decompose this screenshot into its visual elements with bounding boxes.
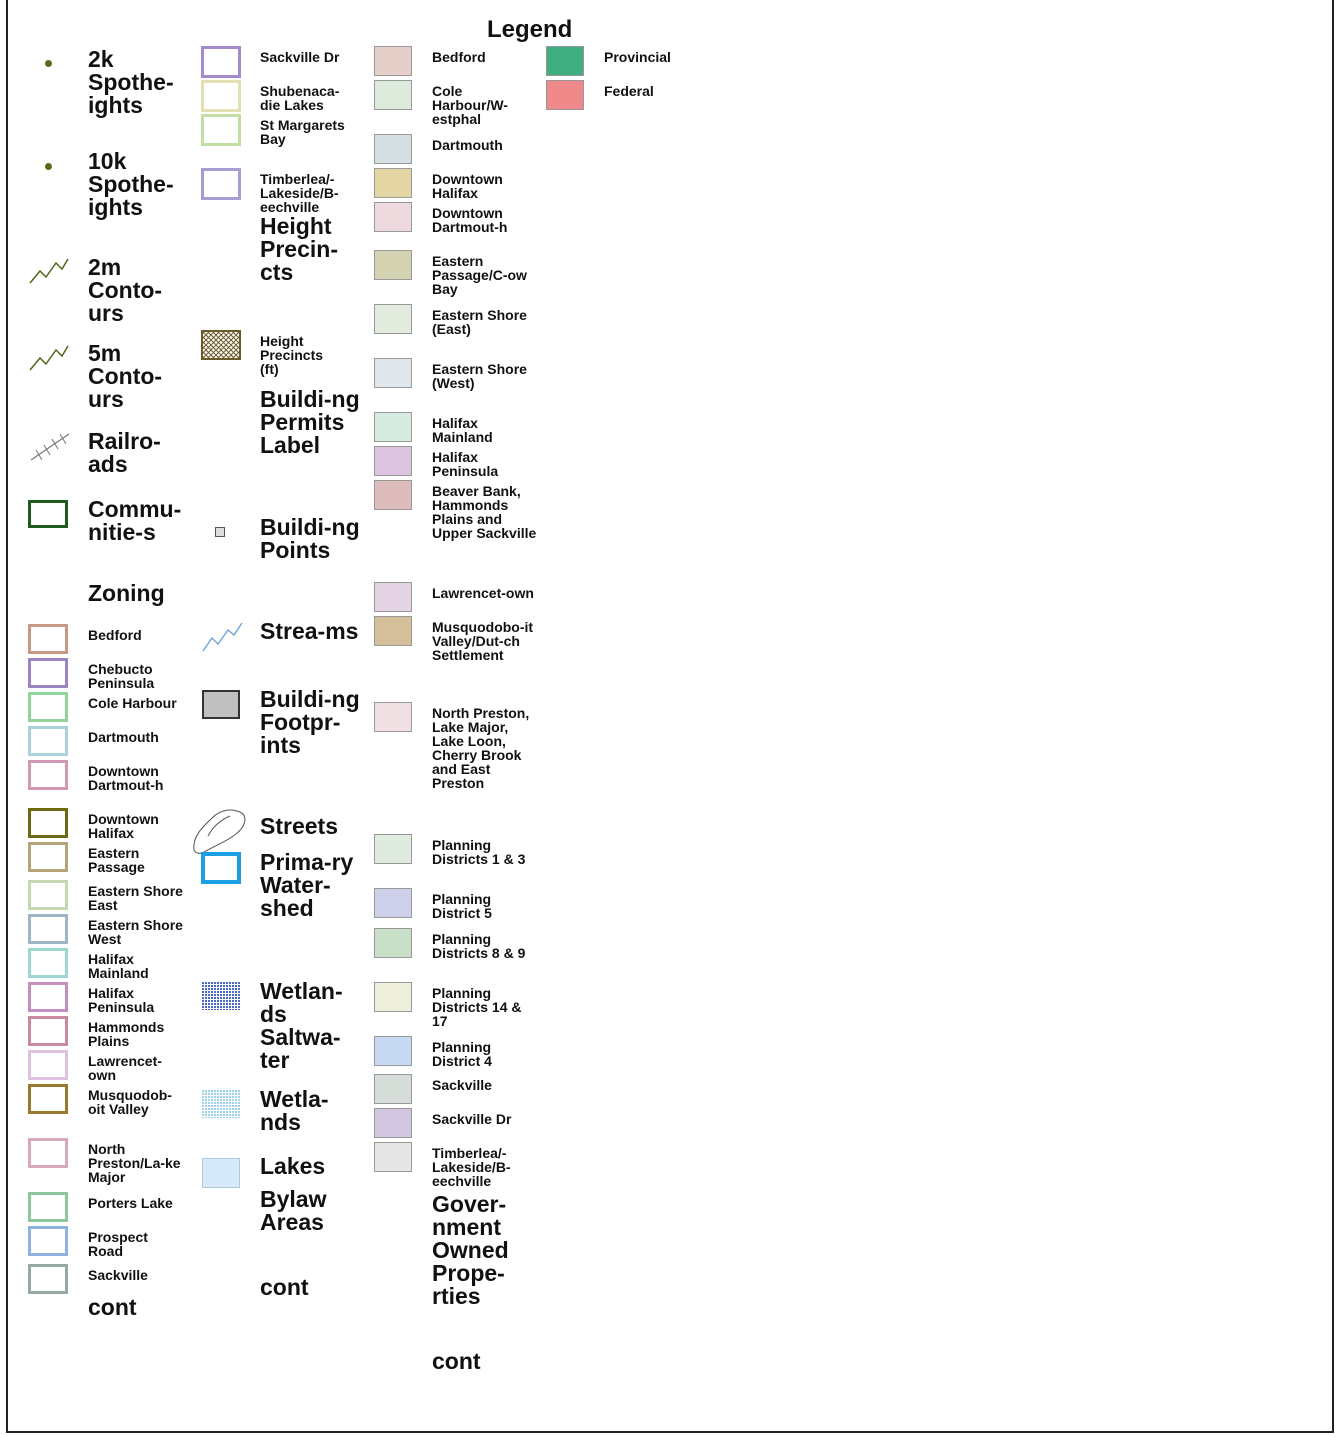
government-label: Federal [604,83,654,99]
bylaw-swatch [374,928,412,958]
zoning-label: Porters Lake [88,1195,173,1211]
contour-line-icon [28,255,70,287]
label-10k-spotheights: 10k Spothe-ights [88,148,174,220]
wetland-pattern-icon [202,1090,240,1118]
bylaw-swatch [374,982,412,1012]
bylaw-label: Eastern Shore (West) [432,361,527,391]
bylaw-label: Planning District 4 [432,1039,492,1069]
government-label: Provincial [604,49,671,65]
bylaw-label: Beaver Bank, Hammonds Plains and Upper Sackville [432,483,537,541]
heading-government-owned-properties: Gover-nment Owned Prope-rties [432,1191,509,1309]
lake-fill-icon [202,1158,240,1188]
bylaw-swatch [374,46,412,76]
bylaw-swatch [374,304,412,334]
crosshatch-pattern-icon [201,330,241,360]
zoning-swatch [28,914,68,944]
label-5m-contours: 5m Conto-urs [88,340,163,412]
zoning-swatch [28,808,68,838]
label-wetlands: Wetla-nds [260,1086,329,1135]
zoning-swatch [28,880,68,910]
zoning-swatch [28,1084,68,1114]
bylaw-label: Eastern Shore (East) [432,307,527,337]
bylaw-swatch [374,358,412,388]
bylaw-label: Halifax Peninsula [432,449,499,479]
bylaw-label: Downtown Halifax [432,171,503,201]
bylaw-swatch [374,80,412,110]
zoning-label: North Preston/La-ke Major [88,1141,181,1185]
bylaw-label: Sackville Dr [432,1111,512,1127]
bylaw-label: Cole Harbour/W-estphal [432,83,508,127]
bylaw-swatch [374,250,412,280]
label-primary-watershed: Prima-ry Water-shed [260,849,354,921]
bylaw-label: Sackville [432,1077,492,1093]
bylaw-swatch [374,134,412,164]
zoning-swatch [201,114,241,146]
bylaw-label: Dartmouth [432,137,503,153]
bylaw-label: Planning Districts 8 & 9 [432,931,526,961]
label-2k-spotheights: 2k Spothe-ights [88,46,174,118]
bylaw-swatch [374,480,412,510]
zoning-label: Halifax Peninsula [88,985,155,1015]
stream-line-icon [200,620,244,654]
zoning-swatch [28,982,68,1012]
zoning-label: Eastern Shore West [88,917,183,947]
zoning-swatch [28,1226,68,1256]
col2-cont-label: cont [260,1274,309,1300]
zoning-swatch [28,658,68,688]
label-building-footprints: Buildi-ng Footpr-ints [260,686,360,758]
contour-line-icon [28,342,70,374]
bylaw-swatch [374,412,412,442]
building-footprint-icon [202,690,240,719]
bylaw-swatch [374,168,412,198]
zoning-swatch [28,1016,68,1046]
zoning-swatch [201,168,241,200]
street-line-icon [190,806,250,856]
bylaw-label: Halifax Mainland [432,415,493,445]
bylaw-swatch [374,1036,412,1066]
zoning-swatch [201,46,241,78]
bylaw-swatch [374,616,412,646]
spot-point-icon [45,60,52,67]
saltwater-wetland-pattern-icon [202,982,240,1010]
bylaw-swatch [374,582,412,612]
bylaw-label: Timberlea/-Lakeside/B-eechville [432,1145,511,1189]
watershed-boundary-icon [201,852,241,884]
bylaw-label: Planning Districts 14 & 17 [432,985,522,1029]
zoning-label: Bedford [88,627,142,643]
label-lakes: Lakes [260,1153,326,1179]
zoning-label: Chebucto Peninsula [88,661,155,691]
zoning-label: Halifax Mainland [88,951,149,981]
bylaw-label: Lawrencet-own [432,585,534,601]
bylaw-swatch [374,202,412,232]
zoning-label: Shubenaca-die Lakes [260,83,340,113]
zoning-label: Sackville [88,1267,148,1283]
col3-cont-label: cont [432,1348,481,1374]
zoning-label: Lawrencet-own [88,1053,162,1083]
zoning-swatch [28,624,68,654]
zoning-label: Prospect Road [88,1229,148,1259]
zoning-swatch [28,1192,68,1222]
zoning-label: Hammonds Plains [88,1019,165,1049]
bylaw-label: Eastern Passage/C-ow Bay [432,253,527,297]
zoning-swatch [28,1050,68,1080]
heading-zoning: Zoning [88,580,165,606]
col1-cont-label: cont [88,1294,137,1320]
government-swatch [546,80,584,110]
spot-point-icon [45,163,52,170]
bylaw-label: Planning Districts 1 & 3 [432,837,526,867]
government-swatch [546,46,584,76]
bylaw-label: Downtown Dartmout-h [432,205,508,235]
label-wetlands-saltwater: Wetlan-ds Saltwa-ter [260,978,343,1073]
zoning-swatch [201,80,241,112]
bylaw-label: Musquodobo-it Valley/Dut-ch Settlement [432,619,534,663]
zoning-swatch [28,726,68,756]
bylaw-label: North Preston, Lake Major, Lake Loon, Cherry Brook and East Preston [432,705,530,791]
label-streams: Strea-ms [260,618,359,644]
zoning-label: Timberlea/-Lakeside/B-eechville [260,171,339,215]
zoning-label: Eastern Shore East [88,883,183,913]
zoning-label: Cole Harbour [88,695,177,711]
label-railroads: Railro-ads [88,428,161,477]
zoning-swatch [28,760,68,790]
label-2m-contours: 2m Conto-urs [88,254,163,326]
heading-height-precincts: Height Precin-cts [260,213,338,285]
bylaw-swatch [374,1074,412,1104]
zoning-swatch [28,842,68,872]
zoning-swatch [28,1264,68,1294]
zoning-label: Eastern Passage [88,845,145,875]
zoning-label: Musquodob-oit Valley [88,1087,172,1117]
label-building-points: Buildi-ng Points [260,514,360,563]
bylaw-swatch [374,1108,412,1138]
bylaw-swatch [374,834,412,864]
label-communities: Commu-nitie-s [88,496,182,545]
bylaw-swatch [374,446,412,476]
railroad-line-icon [28,428,72,464]
bylaw-label: Planning District 5 [432,891,492,921]
bylaw-swatch [374,1142,412,1172]
building-point-icon [215,527,225,537]
zoning-swatch [28,692,68,722]
zoning-label: Downtown Halifax [88,811,159,841]
zoning-label: Downtown Dartmout-h [88,763,164,793]
zoning-label: St Margarets Bay [260,117,345,147]
heading-bylaw-areas: Bylaw Areas [260,1186,327,1235]
label-streets: Streets [260,813,338,839]
zoning-swatch [28,948,68,978]
zoning-label: Sackville Dr [260,49,340,65]
bylaw-swatch [374,888,412,918]
heading-building-permits-label: Buildi-ng Permits Label [260,386,360,458]
label-height-precincts-ft: Height Precincts (ft) [260,333,324,377]
zoning-label: Dartmouth [88,729,159,745]
zoning-swatch [28,1138,68,1168]
legend-title: Legend [487,16,573,43]
bylaw-swatch [374,702,412,732]
bylaw-label: Bedford [432,49,486,65]
community-boundary-icon [28,500,68,528]
